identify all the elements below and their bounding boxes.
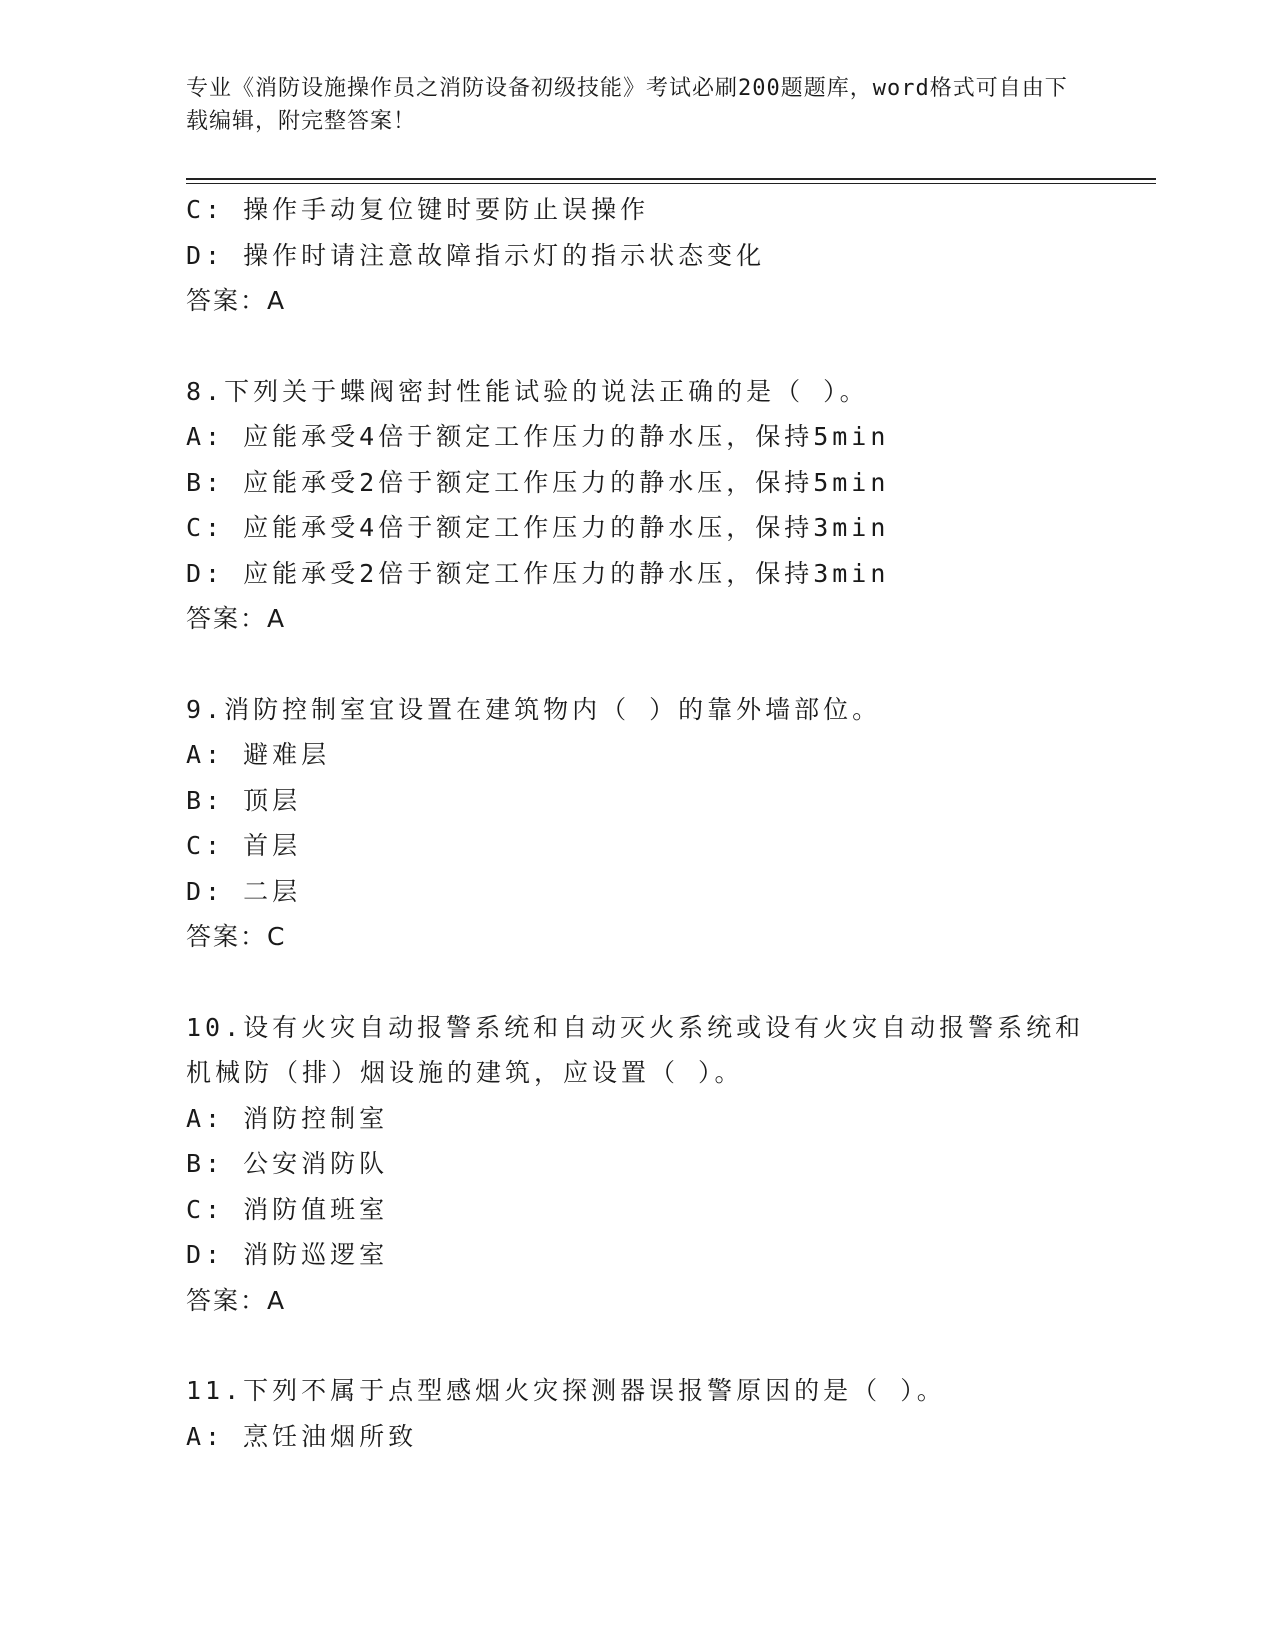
header-divider-thin: [186, 183, 1156, 184]
question-9-option-c: C: 首层: [186, 831, 302, 860]
question-10-option-a: A: 消防控制室: [186, 1103, 389, 1133]
spacer: [186, 1323, 1146, 1368]
question-10-option-c: C: 消防值班室: [186, 1194, 389, 1224]
question-10-option-d: D: 消防巡逻室: [186, 1240, 389, 1269]
question-8-option-b: B: 应能承受2倍于额定工作压力的静水压，保持5min: [186, 467, 890, 497]
question-9-option-a: A: 避难层: [186, 740, 331, 769]
question-8-answer: 答案：A: [186, 604, 287, 633]
spacer: [186, 324, 1146, 369]
header-divider-thick: [186, 178, 1156, 180]
document-header: 专业《消防设施操作员之消防设备初级技能》考试必刷200题题库，word格式可自由下载编辑，附完整答案！: [186, 76, 1068, 134]
spacer: [186, 642, 1146, 687]
question-8-option-d: D: 应能承受2倍于额定工作压力的静水压，保持3min: [186, 558, 890, 588]
question-8-option-a: A: 应能承受4倍于额定工作压力的静水压，保持5min: [186, 422, 890, 451]
question-content: [186, 187, 1146, 1459]
question-8-option-c: C: 应能承受4倍于额定工作压力的静水压，保持3min: [186, 513, 890, 542]
option-c-continued: C: 操作手动复位键时要防止误操作: [186, 195, 650, 224]
question-11-stem: 11.下列不属于点型感烟火灾探测器误报警原因的是（ ）。: [186, 1376, 946, 1405]
answer-continued: 答案：A: [186, 286, 287, 315]
spacer: [186, 960, 1146, 1005]
question-10-answer: 答案：A: [186, 1285, 287, 1315]
question-9-option-d: D: 二层: [186, 876, 302, 906]
question-9-answer: 答案：C: [186, 922, 287, 951]
question-10-stem: 10.设有火灾自动报警系统和自动灭火系统或设有火灾自动报警系统和机械防（排）烟设施的建筑，应设置（ ）。: [186, 1012, 1085, 1087]
question-8-stem: 8.下列关于蝶阀密封性能试验的说法正确的是（ ）。: [186, 376, 869, 406]
question-9-option-b: B: 顶层: [186, 785, 302, 815]
question-10-option-b: B: 公安消防队: [186, 1149, 389, 1178]
option-d-continued: D: 操作时请注意故障指示灯的指示状态变化: [186, 240, 766, 270]
question-9-stem: 9.消防控制室宜设置在建筑物内（ ）的靠外墙部位。: [186, 694, 882, 724]
question-11-option-a: A: 烹饪油烟所致: [186, 1421, 418, 1451]
